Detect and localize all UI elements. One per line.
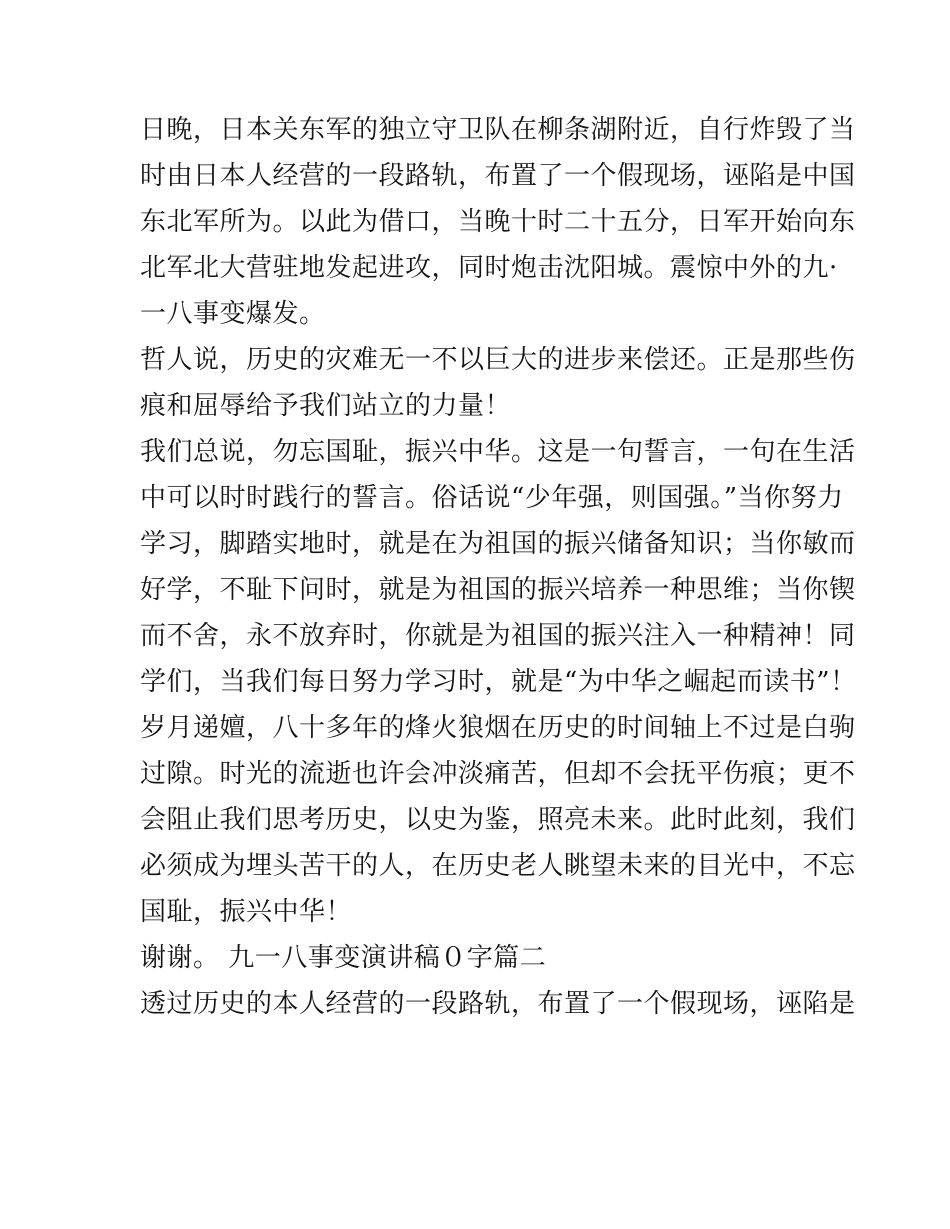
document-body: [140, 110, 857, 1030]
text-line: 痕和屈辱给予我们站立的力量！: [140, 391, 512, 421]
text-line: 透过历史的本人经营的一段路轨，布置了一个假现场，诬陷是: [140, 989, 856, 1019]
text-line: 谢谢。 九一八事变演讲稿０字篇二: [140, 943, 547, 973]
text-line: 学习，脚踏实地时，就是在为祖国的振兴储备知识；当你敏而: [140, 529, 856, 559]
text-line: 东北军所为。以此为借口，当晚十时二十五分，日军开始向东: [140, 207, 856, 237]
text-line: 会阻止我们思考历史，以史为鉴，照亮未来。此时此刻，我们: [140, 805, 856, 835]
text-line: 北军北大营驻地发起进攻，同时炮击沈阳城。震惊中外的九·: [140, 253, 838, 283]
text-line: 岁月递嬗，八十多年的烽火狼烟在历史的时间轴上不过是白驹: [140, 713, 856, 743]
text-line: 国耻，振兴中华！: [140, 897, 353, 927]
text-line: 必须成为埋头苦干的人，在历史老人眺望未来的目光中，不忘: [140, 851, 856, 881]
text-line: 好学，不耻下问时，就是为祖国的振兴培养一种思维；当你锲: [140, 575, 856, 605]
text-line: 时由日本人经营的一段路轨，布置了一个假现场，诬陷是中国: [140, 161, 856, 191]
text-line: 日晚，日本关东军的独立守卫队在柳条湖附近，自行炸毁了当: [140, 115, 856, 145]
text-line: 中可以时时践行的誓言。俗话说“少年强，则国强。”当你努力: [140, 483, 844, 513]
text-line: 过隙。时光的流逝也许会冲淡痛苦，但却不会抚平伤痕；更不: [140, 759, 856, 789]
text-line: 学们，当我们每日努力学习时，就是“为中华之崛起而读书”！: [140, 667, 857, 697]
text-line: 而不舍，永不放弃时，你就是为祖国的振兴注入一种精神！同: [140, 621, 856, 651]
text-line: 我们总说，勿忘国耻，振兴中华。这是一句誓言，一句在生活: [140, 437, 856, 467]
text-line: 一八事变爆发。: [140, 299, 326, 329]
text-line: 哲人说，历史的灾难无一不以巨大的进步来偿还。正是那些伤: [140, 345, 856, 375]
